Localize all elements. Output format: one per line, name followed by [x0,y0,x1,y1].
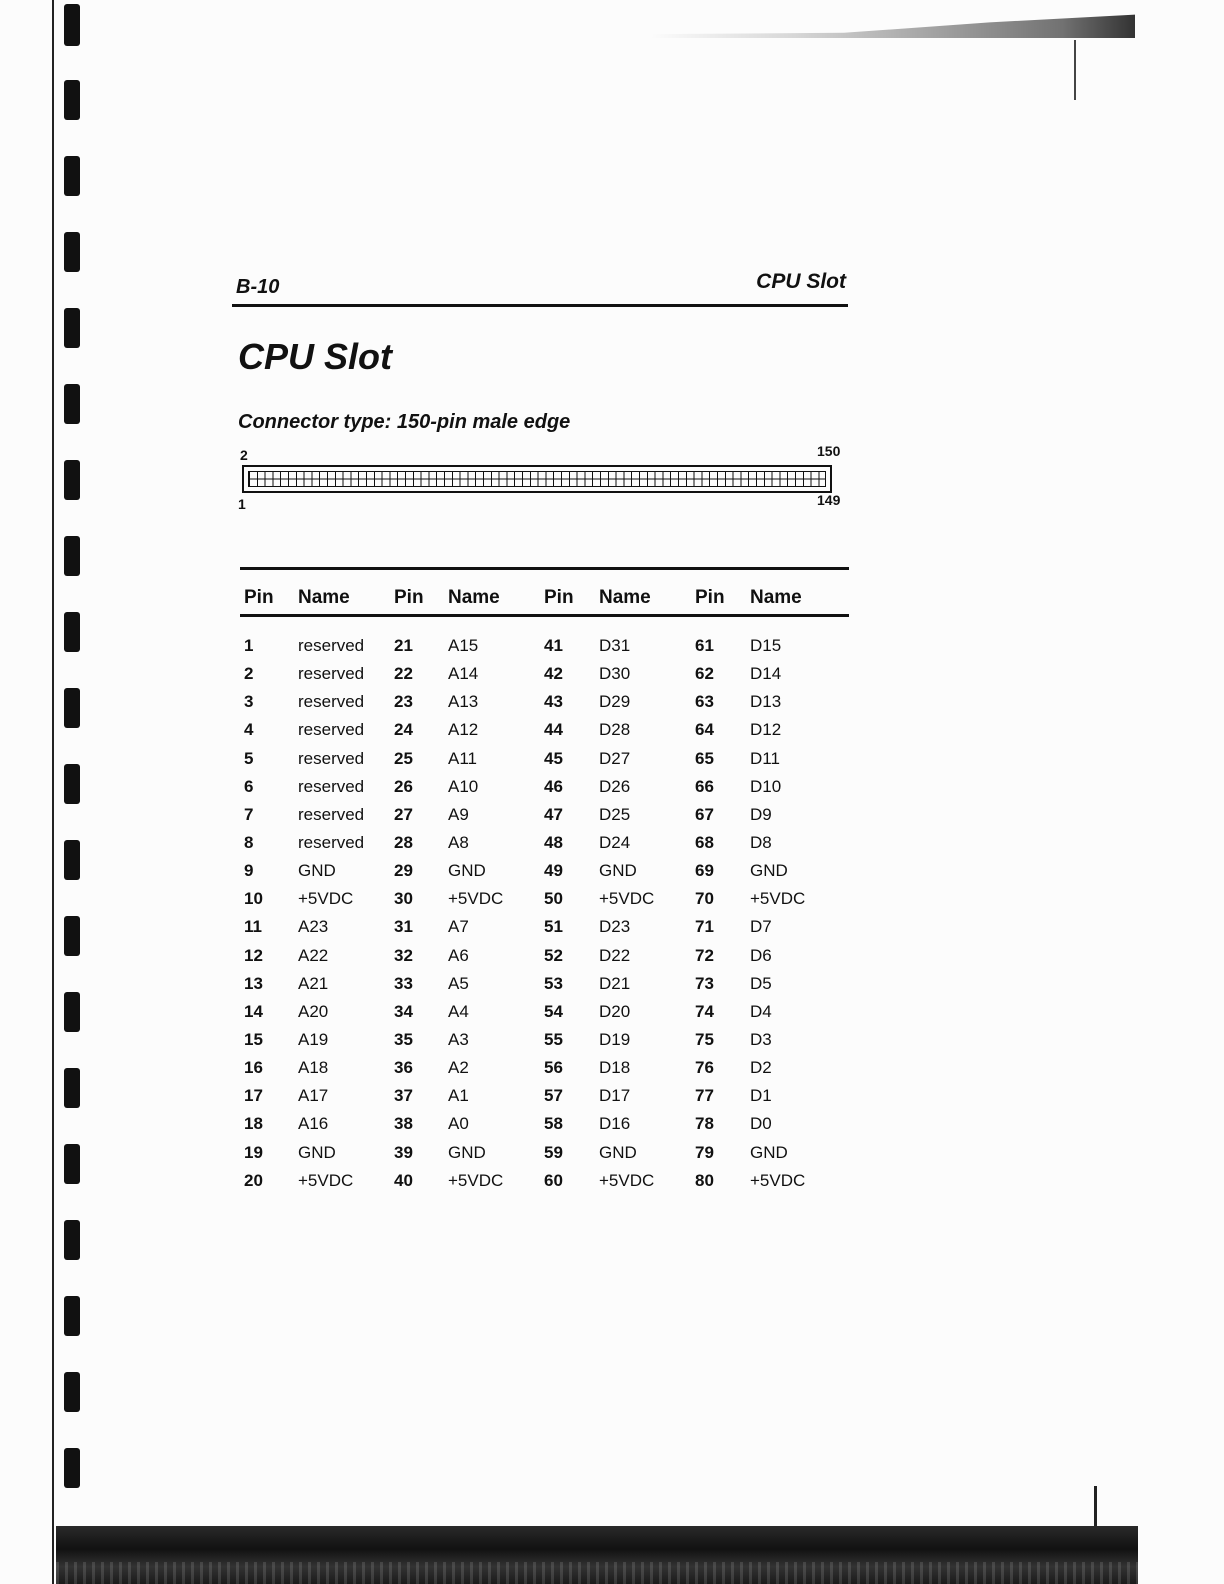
signal-name-cell: D21 [599,973,631,993]
signal-name-cell: A0 [448,1114,469,1134]
pin-number-cell: 30 [394,889,413,909]
pin-number-cell: 41 [544,636,563,655]
table-row [240,997,849,1025]
pin-number-cell: 66 [695,776,714,796]
pin-number-cell: 76 [695,1058,714,1078]
signal-name-cell: D29 [599,692,631,712]
signal-name-cell: D17 [599,1086,631,1106]
pin-number-cell: 20 [244,1170,263,1190]
table-row [240,800,849,828]
signal-name-cell: A22 [298,945,329,965]
pin-number-cell: 14 [244,1001,263,1021]
signal-name-cell: reserved [298,636,365,655]
page-title: CPU Slot [238,336,393,377]
column-header-name: Name [599,587,651,608]
punch-hole [64,916,80,956]
signal-name-cell: D19 [599,1029,631,1049]
scan-mark-top [1074,40,1076,100]
punch-hole [64,1372,80,1412]
signal-name-cell: reserved [298,748,365,768]
signal-name-cell: D12 [750,720,782,740]
signal-name-cell: reserved [298,804,365,824]
pin-number-cell: 78 [695,1114,714,1134]
signal-name-cell: +5VDC [448,1170,504,1190]
pin-number-cell: 51 [544,917,563,937]
column-header-pin: Pin [244,587,274,608]
pin-number-cell: 34 [394,1001,413,1021]
pin-number-cell: 74 [695,1001,714,1021]
pin-number-cell: 26 [394,776,413,796]
pin-number-cell: 69 [695,861,714,881]
punch-hole [64,688,80,728]
punch-hole [64,1296,80,1336]
signal-name-cell: A8 [448,832,469,852]
pin-number-cell: 12 [244,945,263,965]
connector-pin-label-top-left: 2 [240,447,248,463]
signal-name-cell: D6 [750,945,772,965]
signal-name-cell: A21 [298,973,329,993]
punch-hole [64,308,80,348]
pin-number-cell: 77 [695,1086,714,1106]
signal-name-cell: +5VDC [448,889,504,909]
pin-number-cell: 48 [544,832,563,852]
table-row [240,1166,849,1194]
signal-name-cell: A10 [448,776,479,796]
signal-name-cell: D27 [599,748,631,768]
signal-name-cell: A19 [298,1029,329,1049]
pin-number-cell: 16 [244,1058,263,1078]
punch-holes [64,0,82,1584]
punch-hole [64,840,80,880]
punch-hole [64,612,80,652]
pin-number-cell: 3 [244,692,254,712]
signal-name-cell: GND [448,861,486,881]
signal-name-cell: D3 [750,1029,772,1049]
signal-name-cell: D25 [599,804,631,824]
table-row [240,912,849,940]
signal-name-cell: A1 [448,1086,469,1106]
pin-number-cell: 64 [695,720,714,740]
pin-number-cell: 39 [394,1142,413,1162]
signal-name-cell: +5VDC [599,889,655,909]
pin-number-cell: 24 [394,720,413,740]
table-row [240,659,849,687]
signal-name-cell: D23 [599,917,631,937]
signal-name-cell: A9 [448,804,469,824]
signal-name-cell: GND [298,861,336,881]
connector-pin-label-top-right: 150 [817,443,841,459]
pin-number-cell: 46 [544,776,563,796]
scan-shadow-bottom [56,1526,1138,1584]
pin-number-cell: 18 [244,1114,263,1134]
punch-hole [64,232,80,272]
pinout-table [240,567,849,1194]
signal-name-cell: A18 [298,1058,329,1078]
signal-name-cell: A23 [298,917,329,937]
pin-number-cell: 79 [695,1142,714,1162]
signal-name-cell: D31 [599,636,631,655]
table-row [240,772,849,800]
pin-number-cell: 71 [695,917,714,937]
signal-name-cell: D0 [750,1114,772,1134]
table-row [240,631,849,659]
signal-name-cell: D24 [599,832,631,852]
signal-name-cell: +5VDC [750,1170,806,1190]
pin-number-cell: 1 [244,636,254,655]
pin-number-cell: 11 [244,917,262,937]
signal-name-cell: A16 [298,1114,329,1134]
signal-name-cell: A13 [448,692,479,712]
table-row [240,1053,849,1081]
signal-name-cell: A20 [298,1001,329,1021]
pin-number-cell: 60 [544,1170,563,1190]
signal-name-cell: GND [750,1142,788,1162]
punch-hole [64,460,80,500]
running-header [232,268,848,307]
pin-number-cell: 75 [695,1029,714,1049]
punch-hole [64,156,80,196]
signal-name-cell: GND [750,861,788,881]
punch-hole [64,1448,80,1488]
signal-name-cell: D22 [599,945,631,965]
signal-name-cell: GND [599,1142,637,1162]
pin-number-cell: 67 [695,804,714,824]
signal-name-cell: +5VDC [750,889,806,909]
signal-name-cell: A4 [448,1001,469,1021]
signal-name-cell: A3 [448,1029,469,1049]
pin-number-cell: 42 [544,664,563,684]
signal-name-cell: A12 [448,720,479,740]
signal-name-cell: reserved [298,692,365,712]
header-section-title: CPU Slot [756,270,846,293]
pin-number-cell: 4 [244,720,254,740]
table-row [240,969,849,997]
signal-name-cell: GND [599,861,637,881]
table-row [240,941,849,969]
pin-number-cell: 59 [544,1142,563,1162]
pin-number-cell: 45 [544,748,563,768]
table-row [240,1081,849,1109]
pin-number-cell: 7 [244,804,254,824]
table-row [240,884,849,912]
table-row [240,828,849,856]
punch-hole [64,384,80,424]
table-row [240,856,849,884]
signal-name-cell: D1 [750,1086,772,1106]
signal-name-cell: D20 [599,1001,631,1021]
signal-name-cell: +5VDC [298,1170,354,1190]
pin-number-cell: 65 [695,748,714,768]
signal-name-cell: reserved [298,832,365,852]
pin-number-cell: 23 [394,692,413,712]
pin-number-cell: 37 [394,1086,413,1106]
pin-number-cell: 29 [394,861,413,881]
signal-name-cell: +5VDC [298,889,354,909]
pin-number-cell: 40 [394,1170,413,1190]
signal-name-cell: D14 [750,664,782,684]
pin-number-cell: 21 [394,636,413,655]
signal-name-cell: A6 [448,945,469,965]
pin-number-cell: 63 [695,692,714,712]
signal-name-cell: D2 [750,1058,772,1078]
binder-edge-line [52,0,54,1584]
pin-number-cell: 8 [244,832,254,852]
signal-name-cell: D7 [750,917,772,937]
signal-name-cell: D10 [750,776,782,796]
signal-name-cell: A7 [448,917,469,937]
scan-smudge-top [650,12,1135,38]
pin-number-cell: 15 [244,1029,263,1049]
signal-name-cell: A11 [448,748,477,768]
page-number: B-10 [236,276,280,298]
signal-name-cell: D11 [750,748,780,768]
pin-number-cell: 61 [695,636,714,655]
column-header-pin: Pin [695,587,725,608]
scan-mark-bottom [1094,1486,1097,1528]
signal-name-cell: D16 [599,1114,631,1134]
pin-number-cell: 80 [695,1170,714,1190]
signal-name-cell: A5 [448,973,469,993]
column-header-pin: Pin [544,587,574,608]
signal-name-cell: D15 [750,636,782,655]
signal-name-cell: D30 [599,664,631,684]
pin-number-cell: 54 [544,1001,563,1021]
pin-number-cell: 2 [244,664,254,684]
punch-hole [64,992,80,1032]
pin-number-cell: 6 [244,776,254,796]
pin-number-cell: 57 [544,1086,563,1106]
signal-name-cell: D8 [750,832,772,852]
pin-number-cell: 9 [244,861,254,881]
pin-number-cell: 44 [544,720,563,740]
pin-number-cell: 55 [544,1029,563,1049]
signal-name-cell: GND [298,1142,336,1162]
signal-name-cell: A15 [448,636,479,655]
pin-number-cell: 17 [244,1086,263,1106]
column-header-name: Name [448,587,500,608]
pin-number-cell: 70 [695,889,714,909]
signal-name-cell: GND [448,1142,486,1162]
pin-number-cell: 50 [544,889,563,909]
pin-number-cell: 73 [695,973,714,993]
table-header-row [240,570,849,614]
pin-number-cell: 47 [544,804,563,824]
signal-name-cell: D5 [750,973,772,993]
punch-hole [64,536,80,576]
table-row [240,687,849,715]
pin-number-cell: 5 [244,748,254,768]
signal-name-cell: reserved [298,664,365,684]
table-row [240,1138,849,1166]
pin-number-cell: 28 [394,832,413,852]
pin-number-cell: 56 [544,1058,563,1078]
pin-number-cell: 13 [244,973,263,993]
signal-name-cell: reserved [298,776,365,796]
connector-pin-label-bottom-right: 149 [817,492,841,508]
pin-number-cell: 32 [394,945,413,965]
signal-name-cell: +5VDC [599,1170,655,1190]
pin-number-cell: 53 [544,973,563,993]
pin-number-cell: 35 [394,1029,413,1049]
column-header-name: Name [298,587,350,608]
pin-number-cell: 43 [544,692,563,712]
punch-hole [64,1068,80,1108]
pin-number-cell: 33 [394,973,413,993]
punch-hole [64,1144,80,1184]
pin-number-cell: 19 [244,1142,263,1162]
punch-hole [64,764,80,804]
punch-hole [64,1220,80,1260]
column-header-pin: Pin [394,587,424,608]
pin-number-cell: 22 [394,664,413,684]
pin-number-cell: 72 [695,945,714,965]
signal-name-cell: D18 [599,1058,631,1078]
pin-number-cell: 49 [544,861,563,881]
signal-name-cell: D28 [599,720,631,740]
pin-number-cell: 68 [695,832,714,852]
table-body [240,617,849,1194]
column-header-name: Name [750,587,802,608]
signal-name-cell: A17 [298,1086,329,1106]
connector-pin-label-bottom-left: 1 [238,496,246,512]
table-row [240,1025,849,1053]
signal-name-cell: D13 [750,692,782,712]
pin-number-cell: 62 [695,664,714,684]
pin-number-cell: 38 [394,1114,413,1134]
signal-name-cell: D4 [750,1001,772,1021]
signal-name-cell: D9 [750,804,772,824]
pin-number-cell: 31 [394,917,413,937]
table-row [240,744,849,772]
table-row [240,715,849,743]
pin-number-cell: 10 [244,889,263,909]
signal-name-cell: A2 [448,1058,469,1078]
punch-hole [64,4,80,46]
table-row [240,1109,849,1137]
pin-number-cell: 36 [394,1058,413,1078]
punch-hole [64,80,80,120]
signal-name-cell: reserved [298,720,365,740]
signal-name-cell: A14 [448,664,479,684]
connector-type-label: Connector type: 150-pin male edge [238,411,571,433]
pin-number-cell: 52 [544,945,563,965]
pin-number-cell: 58 [544,1114,563,1134]
signal-name-cell: D26 [599,776,631,796]
edge-connector-diagram [242,465,832,493]
pin-number-cell: 27 [394,804,413,824]
pin-number-cell: 25 [394,748,413,768]
